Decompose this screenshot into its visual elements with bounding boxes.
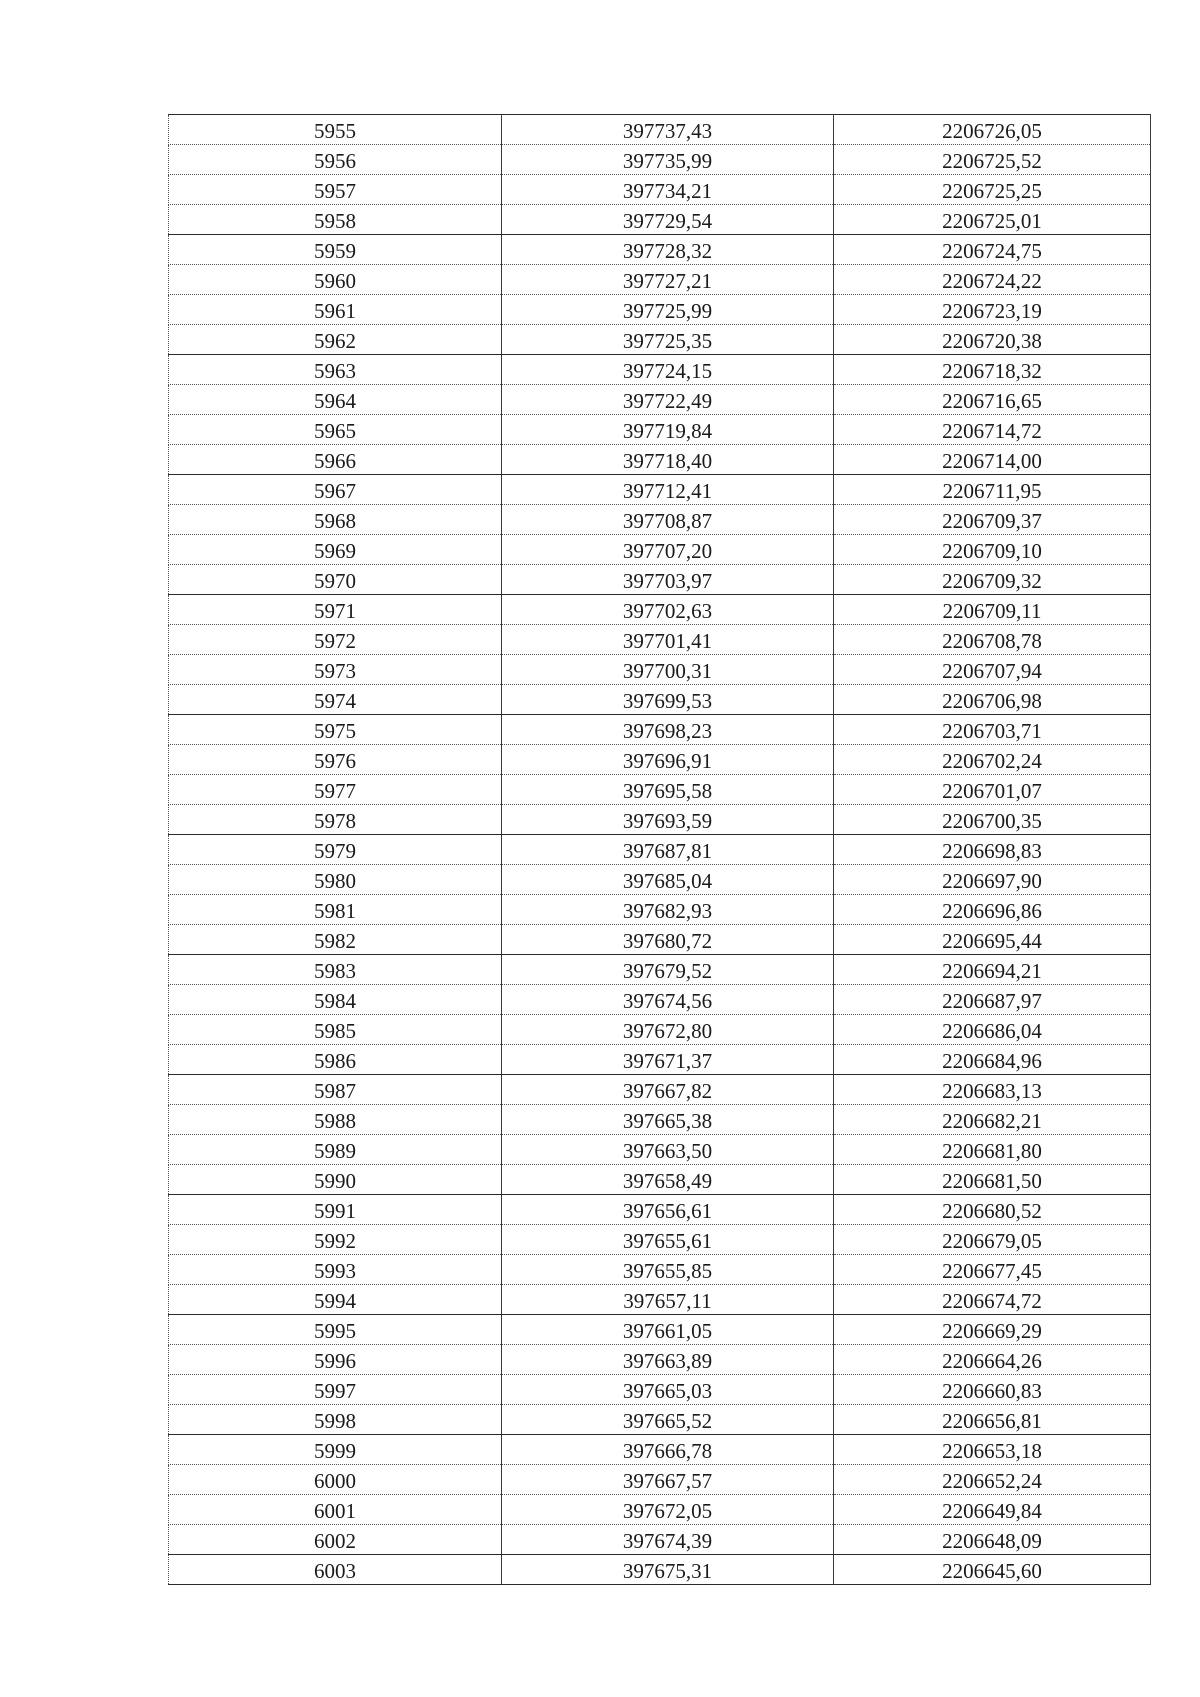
y-coordinate-cell: 2206696,86 [834,895,1151,925]
point-number-cell: 5978 [169,805,502,835]
y-coordinate-cell: 2206698,83 [834,835,1151,865]
table-row [169,805,1151,835]
x-coordinate-cell: 397719,84 [502,415,834,445]
point-number-cell: 5957 [169,175,502,205]
point-number-cell: 5971 [169,595,502,625]
point-number-cell: 5984 [169,985,502,1015]
x-coordinate-cell: 397679,52 [502,955,834,985]
y-coordinate-cell: 2206725,01 [834,205,1151,235]
point-number-cell: 5967 [169,475,502,505]
point-number-cell: 5964 [169,385,502,415]
y-coordinate-cell: 2206702,24 [834,745,1151,775]
point-number-cell: 5977 [169,775,502,805]
point-number-cell: 5961 [169,295,502,325]
x-coordinate-cell: 397680,72 [502,925,834,955]
x-coordinate-cell: 397729,54 [502,205,834,235]
point-number-cell: 6002 [169,1525,502,1555]
table-row [169,1525,1151,1555]
x-coordinate-cell: 397685,04 [502,865,834,895]
x-coordinate-cell: 397665,03 [502,1375,834,1405]
table-row [169,1405,1151,1435]
table-row [169,535,1151,565]
y-coordinate-cell: 2206682,21 [834,1105,1151,1135]
table-row [169,205,1151,235]
coordinates-table-body [169,115,1151,1585]
table-row [169,1435,1151,1465]
y-coordinate-cell: 2206709,10 [834,535,1151,565]
x-coordinate-cell: 397724,15 [502,355,834,385]
point-number-cell: 6003 [169,1555,502,1585]
y-coordinate-cell: 2206660,83 [834,1375,1151,1405]
x-coordinate-cell: 397695,58 [502,775,834,805]
table-row [169,1345,1151,1375]
x-coordinate-cell: 397727,21 [502,265,834,295]
x-coordinate-cell: 397657,11 [502,1285,834,1315]
table-row [169,355,1151,385]
y-coordinate-cell: 2206716,65 [834,385,1151,415]
y-coordinate-cell: 2206707,94 [834,655,1151,685]
table-row [169,1165,1151,1195]
x-coordinate-cell: 397725,99 [502,295,834,325]
point-number-cell: 5993 [169,1255,502,1285]
y-coordinate-cell: 2206726,05 [834,115,1151,145]
x-coordinate-cell: 397674,56 [502,985,834,1015]
point-number-cell: 5972 [169,625,502,655]
x-coordinate-cell: 397665,52 [502,1405,834,1435]
point-number-cell: 5989 [169,1135,502,1165]
y-coordinate-cell: 2206681,50 [834,1165,1151,1195]
table-row [169,415,1151,445]
y-coordinate-cell: 2206709,32 [834,565,1151,595]
x-coordinate-cell: 397666,78 [502,1435,834,1465]
y-coordinate-cell: 2206679,05 [834,1225,1151,1255]
point-number-cell: 5955 [169,115,502,145]
point-number-cell: 5966 [169,445,502,475]
table-row [169,835,1151,865]
x-coordinate-cell: 397675,31 [502,1555,834,1585]
y-coordinate-cell: 2206674,72 [834,1285,1151,1315]
point-number-cell: 5990 [169,1165,502,1195]
x-coordinate-cell: 397655,85 [502,1255,834,1285]
y-coordinate-cell: 2206709,11 [834,595,1151,625]
table-row [169,1555,1151,1585]
y-coordinate-cell: 2206680,52 [834,1195,1151,1225]
table-row [169,445,1151,475]
y-coordinate-cell: 2206725,52 [834,145,1151,175]
table-row [169,235,1151,265]
table-row [169,595,1151,625]
y-coordinate-cell: 2206656,81 [834,1405,1151,1435]
point-number-cell: 5969 [169,535,502,565]
x-coordinate-cell: 397702,63 [502,595,834,625]
table-row [169,295,1151,325]
table-row [169,385,1151,415]
point-number-cell: 5963 [169,355,502,385]
y-coordinate-cell: 2206645,60 [834,1555,1151,1585]
y-coordinate-cell: 2206724,75 [834,235,1151,265]
y-coordinate-cell: 2206706,98 [834,685,1151,715]
y-coordinate-cell: 2206687,97 [834,985,1151,1015]
point-number-cell: 5959 [169,235,502,265]
point-number-cell: 5975 [169,715,502,745]
x-coordinate-cell: 397722,49 [502,385,834,415]
table-row [169,745,1151,775]
point-number-cell: 5979 [169,835,502,865]
x-coordinate-cell: 397655,61 [502,1225,834,1255]
point-number-cell: 5976 [169,745,502,775]
y-coordinate-cell: 2206700,35 [834,805,1151,835]
x-coordinate-cell: 397667,82 [502,1075,834,1105]
y-coordinate-cell: 2206683,13 [834,1075,1151,1105]
y-coordinate-cell: 2206697,90 [834,865,1151,895]
table-row [169,955,1151,985]
table-row [169,865,1151,895]
x-coordinate-cell: 397672,05 [502,1495,834,1525]
point-number-cell: 5992 [169,1225,502,1255]
y-coordinate-cell: 2206720,38 [834,325,1151,355]
point-number-cell: 5987 [169,1075,502,1105]
y-coordinate-cell: 2206695,44 [834,925,1151,955]
table-row [169,685,1151,715]
x-coordinate-cell: 397672,80 [502,1015,834,1045]
table-row [169,325,1151,355]
y-coordinate-cell: 2206701,07 [834,775,1151,805]
x-coordinate-cell: 397663,89 [502,1345,834,1375]
point-number-cell: 5983 [169,955,502,985]
point-number-cell: 5999 [169,1435,502,1465]
table-row [169,565,1151,595]
y-coordinate-cell: 2206648,09 [834,1525,1151,1555]
y-coordinate-cell: 2206724,22 [834,265,1151,295]
point-number-cell: 5986 [169,1045,502,1075]
table-row [169,475,1151,505]
x-coordinate-cell: 397696,91 [502,745,834,775]
y-coordinate-cell: 2206711,95 [834,475,1151,505]
x-coordinate-cell: 397699,53 [502,685,834,715]
table-row [169,925,1151,955]
point-number-cell: 5973 [169,655,502,685]
y-coordinate-cell: 2206708,78 [834,625,1151,655]
y-coordinate-cell: 2206664,26 [834,1345,1151,1375]
table-row [169,1465,1151,1495]
table-row [169,175,1151,205]
y-coordinate-cell: 2206714,00 [834,445,1151,475]
y-coordinate-cell: 2206714,72 [834,415,1151,445]
point-number-cell: 5958 [169,205,502,235]
point-number-cell: 5981 [169,895,502,925]
x-coordinate-cell: 397674,39 [502,1525,834,1555]
point-number-cell: 5965 [169,415,502,445]
x-coordinate-cell: 397700,31 [502,655,834,685]
table-row [169,1045,1151,1075]
table-row [169,895,1151,925]
y-coordinate-cell: 2206723,19 [834,295,1151,325]
x-coordinate-cell: 397718,40 [502,445,834,475]
x-coordinate-cell: 397671,37 [502,1045,834,1075]
table-row [169,1195,1151,1225]
table-row [169,1135,1151,1165]
point-number-cell: 5985 [169,1015,502,1045]
table-row [169,715,1151,745]
table-row [169,115,1151,145]
table-row [169,985,1151,1015]
x-coordinate-cell: 397693,59 [502,805,834,835]
x-coordinate-cell: 397701,41 [502,625,834,655]
x-coordinate-cell: 397667,57 [502,1465,834,1495]
point-number-cell: 6001 [169,1495,502,1525]
x-coordinate-cell: 397707,20 [502,535,834,565]
point-number-cell: 6000 [169,1465,502,1495]
point-number-cell: 5997 [169,1375,502,1405]
point-number-cell: 5970 [169,565,502,595]
y-coordinate-cell: 2206709,37 [834,505,1151,535]
coordinates-table [168,114,1151,1585]
table-row [169,655,1151,685]
point-number-cell: 5994 [169,1285,502,1315]
x-coordinate-cell: 397712,41 [502,475,834,505]
x-coordinate-cell: 397656,61 [502,1195,834,1225]
y-coordinate-cell: 2206694,21 [834,955,1151,985]
x-coordinate-cell: 397728,32 [502,235,834,265]
point-number-cell: 5974 [169,685,502,715]
table-row [169,625,1151,655]
point-number-cell: 5991 [169,1195,502,1225]
point-number-cell: 5960 [169,265,502,295]
x-coordinate-cell: 397708,87 [502,505,834,535]
x-coordinate-cell: 397658,49 [502,1165,834,1195]
x-coordinate-cell: 397703,97 [502,565,834,595]
table-row [169,265,1151,295]
x-coordinate-cell: 397735,99 [502,145,834,175]
x-coordinate-cell: 397663,50 [502,1135,834,1165]
table-row [169,1075,1151,1105]
point-number-cell: 5998 [169,1405,502,1435]
point-number-cell: 5968 [169,505,502,535]
point-number-cell: 5995 [169,1315,502,1345]
point-number-cell: 5988 [169,1105,502,1135]
y-coordinate-cell: 2206681,80 [834,1135,1151,1165]
y-coordinate-cell: 2206669,29 [834,1315,1151,1345]
table-row [169,775,1151,805]
point-number-cell: 5996 [169,1345,502,1375]
table-row [169,1255,1151,1285]
table-row [169,1495,1151,1525]
y-coordinate-cell: 2206652,24 [834,1465,1151,1495]
point-number-cell: 5980 [169,865,502,895]
table-row [169,1105,1151,1135]
x-coordinate-cell: 397734,21 [502,175,834,205]
x-coordinate-cell: 397698,23 [502,715,834,745]
table-row [169,1225,1151,1255]
y-coordinate-cell: 2206725,25 [834,175,1151,205]
y-coordinate-cell: 2206703,71 [834,715,1151,745]
y-coordinate-cell: 2206718,32 [834,355,1151,385]
table-row [169,505,1151,535]
point-number-cell: 5982 [169,925,502,955]
y-coordinate-cell: 2206653,18 [834,1435,1151,1465]
x-coordinate-cell: 397737,43 [502,115,834,145]
table-row [169,1285,1151,1315]
x-coordinate-cell: 397687,81 [502,835,834,865]
table-row [169,1015,1151,1045]
table-row [169,1315,1151,1345]
table-row [169,1375,1151,1405]
x-coordinate-cell: 397661,05 [502,1315,834,1345]
y-coordinate-cell: 2206677,45 [834,1255,1151,1285]
table-row [169,145,1151,175]
x-coordinate-cell: 397682,93 [502,895,834,925]
y-coordinate-cell: 2206684,96 [834,1045,1151,1075]
x-coordinate-cell: 397665,38 [502,1105,834,1135]
point-number-cell: 5962 [169,325,502,355]
y-coordinate-cell: 2206686,04 [834,1015,1151,1045]
y-coordinate-cell: 2206649,84 [834,1495,1151,1525]
point-number-cell: 5956 [169,145,502,175]
x-coordinate-cell: 397725,35 [502,325,834,355]
